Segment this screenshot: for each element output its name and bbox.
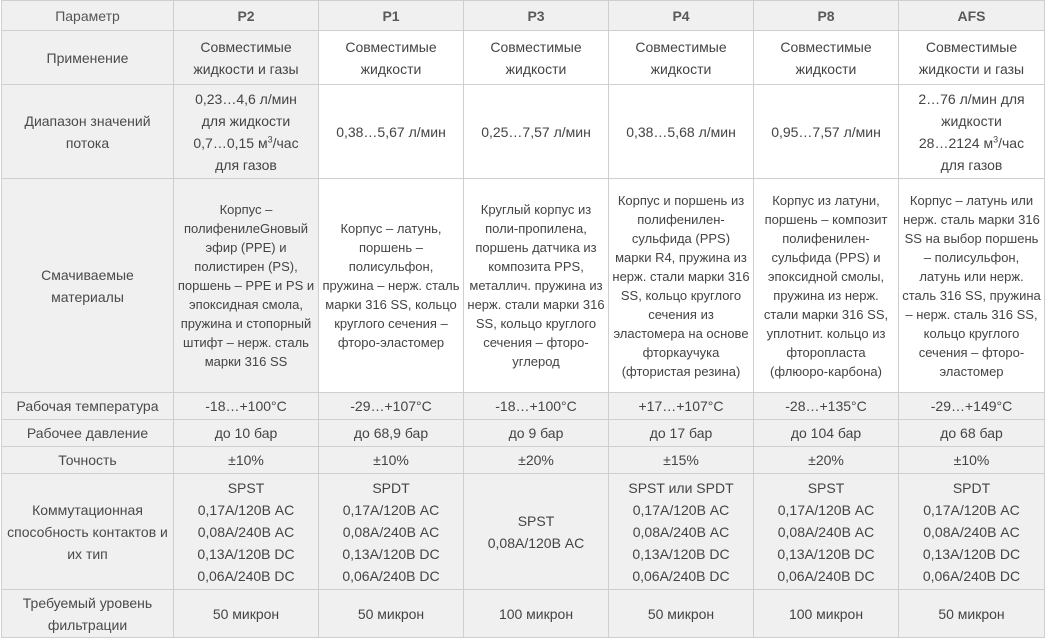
flow-p2-line3-sup: 3 xyxy=(267,133,273,144)
row-label-switching: Коммутационная способность контактов и их тип xyxy=(2,474,174,590)
cell-materials-p8: Корпус из латуни, поршень – композит полифенилен-сульфида (PPS) и эпоксидной смолы, пружина из нерж. стали марки 316 SS, уплотнит. кольцо из фторопласта (флюоро-карбона) xyxy=(754,179,899,393)
switching-p3-rating: 0,08А/120В AC xyxy=(487,534,585,551)
cell-accuracy-p8: ±20% xyxy=(754,447,899,474)
col-header-afs: AFS xyxy=(899,1,1045,31)
switching-p4-rating: 0,08А/240В AC xyxy=(632,523,730,540)
cell-flow-p8: 0,95…7,57 л/мин xyxy=(754,85,899,179)
cell-pressure-p3: до 9 бар xyxy=(464,420,609,447)
cell-materials-p3: Круглый корпус из поли-пропилена, поршень датчика из композита PPS, металлич. пружина из нерж. стали марки 316 SS, кольцо круглого сечения – фторо-углерод xyxy=(464,179,609,393)
cell-accuracy-p2: ±10% xyxy=(174,447,319,474)
flow-p2-line4: для газов xyxy=(215,156,277,173)
switching-p1-rating: 0,06А/240В DC xyxy=(342,567,440,584)
cell-accuracy-p4: ±15% xyxy=(609,447,754,474)
row-accuracy xyxy=(2,447,1045,474)
cell-temperature-p4: +17…+107°C xyxy=(609,393,754,420)
col-header-p3: P3 xyxy=(464,1,609,31)
cell-switching-p4 xyxy=(609,474,754,590)
row-label-application: Применение xyxy=(2,31,174,85)
row-label-accuracy: Точность xyxy=(2,447,174,474)
cell-filtration-p2: 50 микрон xyxy=(174,590,319,638)
switching-p1-rating: 0,17А/120В AC xyxy=(342,501,440,518)
cell-materials-p4: Корпус и поршень из полифенилен-сульфида (PPS) марки R4, пружина из нерж. стали марки 316 SS, кольцо круглого сечения из эластомера на основе фторкаучука (фтористая резина) xyxy=(609,179,754,393)
switching-afs-rating: 0,17А/120В AC xyxy=(923,501,1020,518)
switching-p4-rating: 0,06А/240В DC xyxy=(632,567,730,584)
cell-application-p1: Совместимые жидкости xyxy=(319,31,464,85)
flow-afs-line3-sup: 3 xyxy=(993,133,999,144)
switching-afs-rating: 0,13А/120В DC xyxy=(922,545,1021,562)
switching-p3-type: SPST xyxy=(517,512,555,529)
cell-flow-p4: 0,38…5,68 л/мин xyxy=(609,85,754,179)
flow-afs-line3 xyxy=(902,132,1041,154)
row-pressure xyxy=(2,420,1045,447)
cell-application-afs: Совместимые жидкости и газы xyxy=(899,31,1045,85)
cell-temperature-p8: -28…+135°C xyxy=(754,393,899,420)
cell-pressure-p1: до 68,9 бар xyxy=(319,420,464,447)
col-header-p1: P1 xyxy=(319,1,464,31)
cell-temperature-p1: -29…+107°C xyxy=(319,393,464,420)
cell-application-p8: Совместимые жидкости xyxy=(754,31,899,85)
switching-p8-rating: 0,13А/120В DC xyxy=(777,545,875,562)
switching-p1-rating: 0,08А/240В AC xyxy=(342,523,440,540)
flow-p2-line2: для жидкости xyxy=(201,112,291,129)
cell-pressure-p8: до 104 бар xyxy=(754,420,899,447)
cell-application-p2: Совместимые жидкости и газы xyxy=(174,31,319,85)
row-filtration xyxy=(2,590,1045,638)
switching-p2-rating: 0,13А/120В DC xyxy=(197,545,295,562)
switching-p2-rating: 0,06А/240В DC xyxy=(197,567,295,584)
row-application xyxy=(2,31,1045,85)
row-label-filtration: Требуемый уровень фильтрации xyxy=(2,590,174,638)
cell-materials-p2: Корпус – полифенилеGновый эфир (PPE) и полистирен (PS), поршень – PPE и PS и эпоксидная смола, пружина и стопорный штифт – нерж. сталь марки 316 SS xyxy=(174,179,319,393)
row-temperature xyxy=(2,393,1045,420)
cell-materials-p1: Корпус – латунь, поршень – полисульфон, пружина – нерж. сталь марки 316 SS, кольцо круглого сечения – фторо-эластомер xyxy=(319,179,464,393)
cell-switching-p2 xyxy=(174,474,319,590)
switching-p4-type: SPST или SPDT xyxy=(628,479,734,496)
cell-switching-afs xyxy=(899,474,1045,590)
switching-p2-rating: 0,17А/120В AC xyxy=(197,501,295,518)
switching-p2-type: SPST xyxy=(227,479,265,496)
cell-flow-p3: 0,25…7,57 л/мин xyxy=(464,85,609,179)
switching-afs-type: SPDT xyxy=(952,479,991,496)
flow-afs-line2: жидкости xyxy=(941,112,1002,129)
flow-afs-line3-post: /час xyxy=(998,134,1025,151)
row-label-temperature: Рабочая температура xyxy=(2,393,174,420)
row-label-flow-range: Диапазон значений потока xyxy=(2,85,174,179)
cell-flow-p1: 0,38…5,67 л/мин xyxy=(319,85,464,179)
row-label-materials: Смачиваемые материалы xyxy=(2,179,174,393)
cell-pressure-p2: до 10 бар xyxy=(174,420,319,447)
cell-accuracy-afs: ±10% xyxy=(899,447,1045,474)
flow-p2-line1: 0,23…4,6 л/мин xyxy=(195,90,297,107)
col-header-p2: P2 xyxy=(174,1,319,31)
switching-p8-rating: 0,08А/240В AC xyxy=(777,523,875,540)
flow-afs-line4: для газов xyxy=(940,156,1003,173)
cell-filtration-p4: 50 микрон xyxy=(609,590,754,638)
switching-p4-rating: 0,13А/120В DC xyxy=(632,545,730,562)
row-materials xyxy=(2,179,1045,393)
switching-afs-rating: 0,06А/240В DC xyxy=(922,567,1021,584)
spec-table xyxy=(1,0,1045,638)
cell-filtration-p1: 50 микрон xyxy=(319,590,464,638)
switching-p1-rating: 0,13А/120В DC xyxy=(342,545,440,562)
cell-flow-p2 xyxy=(174,85,319,179)
cell-filtration-p3: 100 микрон xyxy=(464,590,609,638)
switching-p2-rating: 0,08А/240В AC xyxy=(197,523,295,540)
row-label-pressure: Рабочее давление xyxy=(2,420,174,447)
cell-filtration-p8: 100 микрон xyxy=(754,590,899,638)
cell-switching-p8 xyxy=(754,474,899,590)
cell-filtration-afs: 50 микрон xyxy=(899,590,1045,638)
switching-p8-type: SPST xyxy=(807,479,845,496)
col-header-p4: P4 xyxy=(609,1,754,31)
cell-temperature-afs: -29…+149°C xyxy=(899,393,1045,420)
cell-materials-afs: Корпус – латунь или нерж. сталь марки 316 SS на выбор поршень – полисульфон, латунь или нерж. сталь 316 SS, пружина – нерж. сталь 316 SS, кольцо круглого сечения – фторо-эластомер xyxy=(899,179,1045,393)
cell-pressure-afs: до 68 бар xyxy=(899,420,1045,447)
col-header-p8: P8 xyxy=(754,1,899,31)
cell-accuracy-p1: ±10% xyxy=(319,447,464,474)
switching-afs-rating: 0,08А/240В AC xyxy=(923,523,1020,540)
header-row xyxy=(2,1,1045,31)
cell-application-p3: Совместимые жидкости xyxy=(464,31,609,85)
cell-temperature-p2: -18…+100°C xyxy=(174,393,319,420)
cell-switching-p3 xyxy=(464,474,609,590)
switching-p8-rating: 0,17А/120В AC xyxy=(777,501,875,518)
flow-p2-line3 xyxy=(177,132,315,154)
row-switching xyxy=(2,474,1045,590)
cell-application-p4: Совместимые жидкости xyxy=(609,31,754,85)
cell-switching-p1 xyxy=(319,474,464,590)
cell-accuracy-p3: ±20% xyxy=(464,447,609,474)
switching-p8-rating: 0,06А/240В DC xyxy=(777,567,875,584)
cell-pressure-p4: до 17 бар xyxy=(609,420,754,447)
switching-p4-rating: 0,17А/120В AC xyxy=(632,501,730,518)
flow-p2-line3-pre: 0,7…0,15 м xyxy=(193,134,268,151)
cell-temperature-p3: -18…+100°C xyxy=(464,393,609,420)
cell-flow-afs xyxy=(899,85,1045,179)
row-flow-range xyxy=(2,85,1045,179)
switching-p1-type: SPDT xyxy=(372,479,410,496)
flow-afs-line3-pre: 28…2124 м xyxy=(918,134,994,151)
param-header: Параметр xyxy=(2,1,174,31)
flow-p2-line3-post: /час xyxy=(272,134,299,151)
flow-afs-line1: 2…76 л/мин для xyxy=(918,90,1025,107)
